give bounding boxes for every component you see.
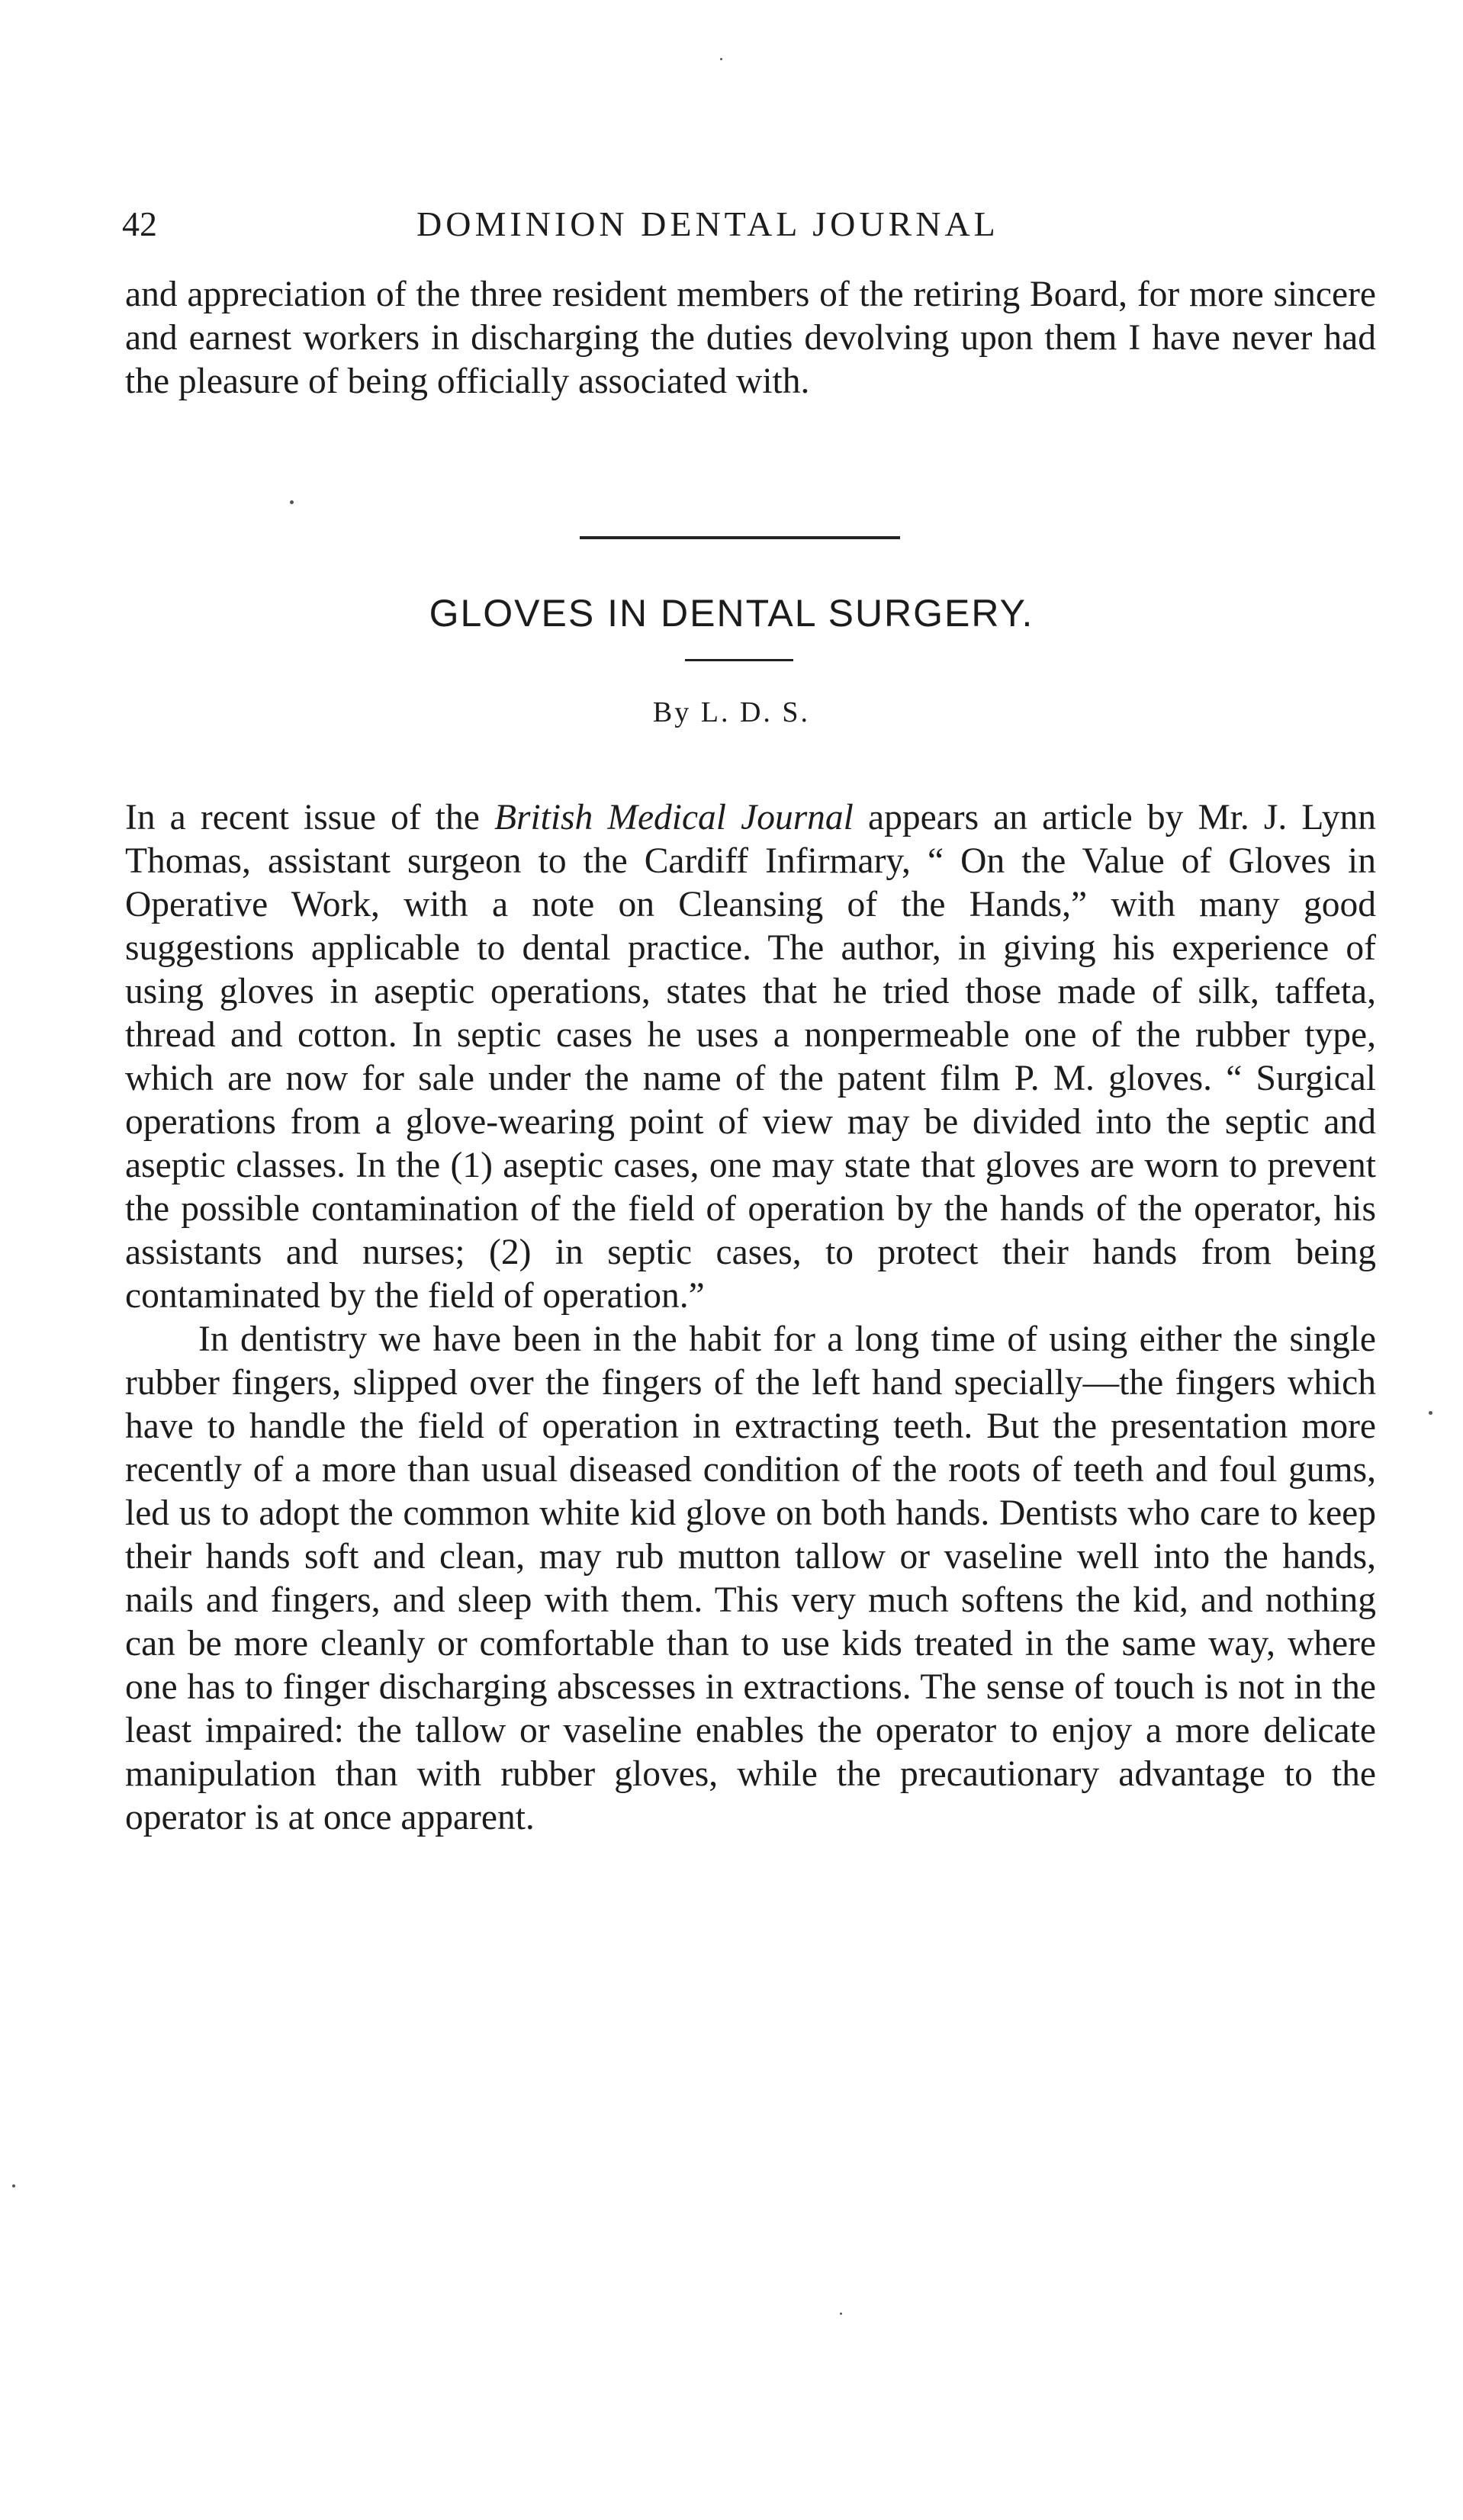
section-divider: [580, 536, 900, 539]
page-number: 42: [122, 204, 157, 243]
running-head: [122, 200, 1373, 249]
print-speck: [290, 500, 294, 504]
print-speck: [1429, 1411, 1432, 1415]
article-title: GLOVES IN DENTAL SURGERY.: [429, 592, 1034, 635]
paragraph-text: In a recent issue of the: [125, 798, 494, 837]
title-rule: [685, 659, 793, 661]
article-paragraph-2: In dentistry we have been in the habit for a long time of using either the single rubber fingers, slipped over the fingers of the left hand specially—the fingers which have to handle the field of operation in extracting teeth. But the presentation more recently of a more than usual diseased condition of the roots of teeth and foul gums, led us to adopt the common white kid glove on both hands. Dentists who care to keep their hands soft and clean, may rub mutton tallow or vaseline well into the hands, nails and fingers, and sleep with them. This very much softens the kid, and nothing can be more cleanly or comfortable than to use kids treated in the same way, where one has to finger discharging abscesses in extractions. The sense of touch is not in the least impaired: the tallow or vaseline enables the operator to enjoy a more delicate manipulation than with rubber gloves, while the precautionary advantage to the operator is at once apparent.: [125, 1319, 1376, 1837]
cited-journal-title: British Medical Journal: [494, 798, 854, 837]
paragraph-text: appears an article by Mr. J. Lynn Thomas, assistant surgeon to the Cardiff Infirmary, “ On the Value of Gloves in Operative Work, with a note on Cleansing of the Hands,” with many good suggestions applicable to dental practice. The author, in giving his experience of using gloves in aseptic operations, states that he tried those made of silk, taffeta, thread and cotton. In septic cases he uses a nonpermeable one of the rubber type, which are now for sale under the name of the patent film P. M. gloves. “ Surgical operations from a glove-wearing point of view may be divided into the septic and aseptic classes. In the (1) aseptic cases, one may state that gloves are worn to prevent the possible contamination of the field of operation by the hands of the operator, his assistants and nurses; (2) in septic cases, to protect their hands from being contaminated by the field of operation.”: [125, 798, 1377, 1316]
intro-paragraph: and appreciation of the three resident members of the retiring Board, for more sincere and earnest workers in discharging the duties devolving upon them I have never had the pleasure of being officially associated with.: [125, 275, 1376, 401]
print-speck: [12, 2184, 15, 2187]
article-byline: By L. D. S.: [652, 696, 811, 728]
print-speck: [720, 58, 722, 60]
article-paragraph-1: [125, 796, 1376, 1318]
article-body: [125, 796, 1376, 1840]
journal-title: DOMINION DENTAL JOURNAL: [416, 204, 999, 243]
print-speck: [840, 2313, 842, 2315]
continued-text: [125, 273, 1376, 403]
